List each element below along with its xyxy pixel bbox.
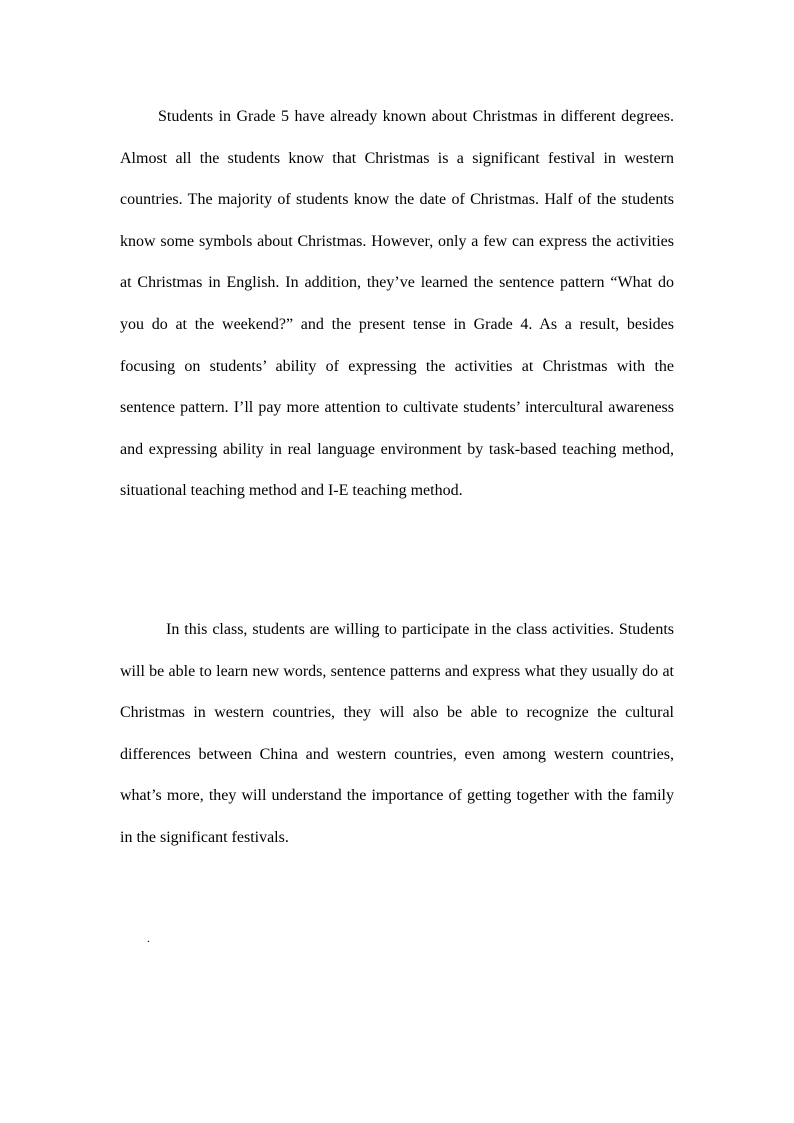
paragraph-class-objectives: In this class, students are willing to participate in the class activities. Students will be able to learn new words, sentence patterns and express what they usually do at Christmas in western countries, they will also be able to recognize the cultural differences between China and western countries, even among western countries, what’s more, they will understand the importance of getting together with the family in the significant festivals. [120,621,674,846]
stray-period-mark: . [147,931,150,945]
paragraph-learner-analysis: Students in Grade 5 have already known about Christmas in different degrees. Almost all the students know that Christmas is a significant festival in western countries. The majority of students know the date of Christmas. Half of the students know some symbols about Christmas. However, only a few can express the activities at Christmas in English. In addition, they’ve learned the sentence pattern “What do you do at the weekend?” and the present tense in Grade 4. As a result, besides focusing on students’ ability of expressing the activities at Christmas with the sentence pattern. I’ll pay more attention to cultivate students’ intercultural awareness and expressing ability in real language environment by task-based teaching method, situational teaching method and I-E teaching method. [120,108,674,500]
